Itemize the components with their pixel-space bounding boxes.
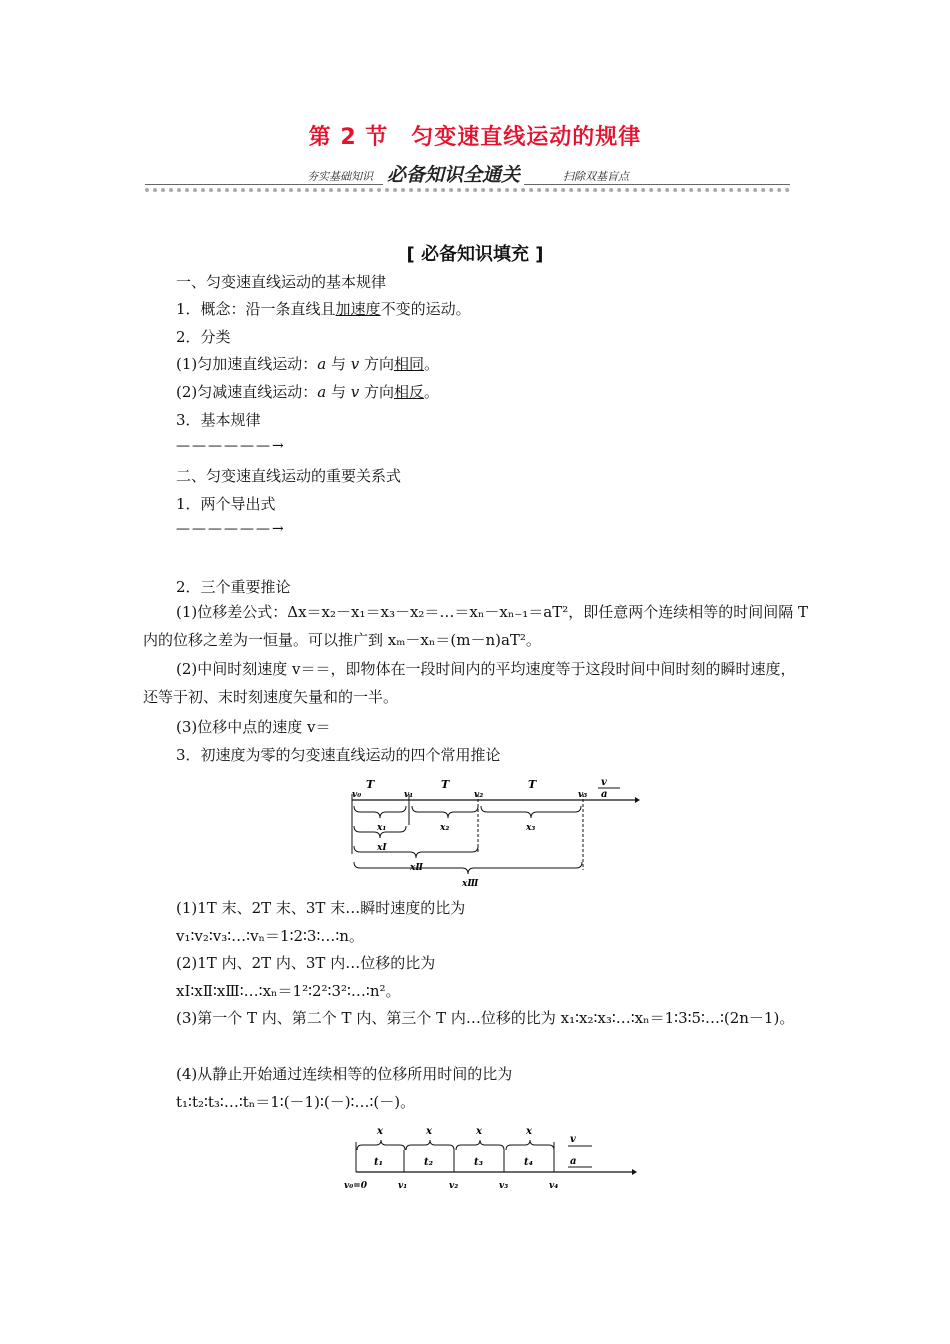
result-4-ratio: t₁∶t₂∶t₃∶…∶tₙ＝1∶(－1)∶(－)∶…∶(－)。	[176, 1093, 416, 1111]
label-v: v	[601, 777, 607, 788]
arrow-2: ——————→	[176, 521, 286, 537]
label-t4: t₄	[524, 1157, 533, 1168]
banner	[145, 160, 790, 196]
label-v1: v₁	[404, 790, 414, 800]
three-inferences-line: 2．三个重要推论	[176, 578, 291, 596]
classify-line: 2．分类	[176, 328, 231, 346]
label-v0-2: v₀=0	[344, 1181, 367, 1191]
label-v3-2: v₃	[499, 1181, 509, 1191]
result-4-intro: (4)从静止开始通过连续相等的位移所用时间的比为	[176, 1065, 513, 1083]
banner-dotted-rule	[145, 188, 790, 192]
concept-line: 1．概念：沿一条直线且加速度不变的运动。	[176, 300, 471, 318]
label-v2-2: v₂	[449, 1181, 459, 1191]
para-mid-position-velocity: (3)位移中点的速度 v＝	[176, 718, 331, 736]
label-t3: t₃	[474, 1157, 483, 1168]
label-v4-2: v₄	[549, 1181, 559, 1191]
label-x-seg3: x	[476, 1126, 482, 1137]
result-1-intro: (1)1T 末、2T 末、3T 末…瞬时速度的比为	[176, 899, 466, 917]
axis-arrow-2	[632, 1169, 637, 1175]
label-v3: v₃	[578, 790, 588, 800]
label-x3: x₃	[526, 823, 536, 833]
result-2-ratio: xⅠ∶xⅡ∶xⅢ∶…∶xₙ＝1²∶2²∶3²∶…∶n²。	[176, 982, 401, 1000]
label-v2: v₂	[474, 790, 484, 800]
brace-seg1	[357, 1140, 405, 1150]
brace-x3	[481, 806, 581, 818]
heading-2: 二、匀变速直线运动的重要关系式	[176, 467, 402, 485]
label-T2: T	[441, 778, 450, 791]
banner-main: 必备知识全通关	[383, 160, 524, 187]
label-T1: T	[366, 778, 375, 791]
label-xI: xⅠ	[377, 843, 387, 853]
result-1-ratio: v₁∶v₂∶v₃∶…∶vₙ＝1∶2∶3∶…∶n。	[176, 927, 364, 945]
label-x2: x₂	[440, 823, 450, 833]
section-title: [ 必备知识填充 ]	[406, 244, 544, 265]
label-T3: T	[528, 778, 537, 791]
derived-line: 1．两个导出式	[176, 495, 276, 513]
label-a: a	[601, 789, 608, 800]
label-xIII: xⅢ	[462, 879, 479, 889]
brace-xII	[354, 846, 478, 858]
label-xII: xⅡ	[410, 863, 423, 873]
heading-1: 一、匀变速直线运动的基本规律	[176, 273, 387, 291]
banner-left: 夯实基础知识	[307, 170, 373, 183]
axis-arrow	[635, 797, 640, 803]
accel-line: (1)匀加速直线运动：a 与 v 方向相同。	[176, 355, 440, 373]
arrow-1: ——————→	[176, 438, 286, 454]
result-3: (3)第一个 T 内、第二个 T 内、第三个 T 内…位移的比为 x₁∶x₂∶x₃∶…∶xₙ＝1∶3∶5∶…∶(2n－1)。	[176, 1009, 795, 1027]
banner-right: 扫除双基盲点	[563, 170, 629, 183]
brace-xIII	[354, 862, 582, 874]
label-v-2: v	[570, 1134, 576, 1145]
para-mid-time-velocity: (2)中间时刻速度 v＝＝，即物体在一段时间内的平均速度等于这段时间中间时刻的瞬时速度，还等于初、末时刻速度矢量和的一半。	[143, 660, 796, 706]
label-t2: t₂	[424, 1157, 433, 1168]
brace-seg4	[506, 1140, 554, 1150]
brace-seg3	[456, 1140, 504, 1150]
label-v1-2: v₁	[398, 1181, 408, 1191]
label-v0: v₀	[352, 790, 362, 800]
label-x1: x₁	[377, 823, 387, 833]
para-displacement-difference: (1)位移差公式：Δx＝x₂－x₁＝x₃－x₂＝…＝xₙ－xₙ₋₁＝aT²，即任意两个连续相等的时间间隔 T 内的位移之差为一恒量。可以推广到 xₘ－xₙ＝(m－n)aT²。	[143, 603, 808, 649]
label-x-seg4: x	[526, 1126, 532, 1137]
label-t1: t₁	[374, 1157, 383, 1168]
figure-equal-displacement	[340, 1122, 640, 1194]
basic-law-line: 3．基本规律	[176, 411, 261, 429]
brace-seg2	[406, 1140, 454, 1150]
four-inferences-line: 3．初速度为零的匀变速直线运动的四个常用推论	[176, 746, 501, 764]
label-x-seg2: x	[426, 1126, 432, 1137]
page-title: 第 2 节 匀变速直线运动的规律	[308, 125, 642, 150]
brace-x1	[354, 806, 406, 818]
label-x-seg1: x	[377, 1126, 383, 1137]
brace-x2	[412, 806, 478, 818]
decel-line: (2)匀减速直线运动：a 与 v 方向相反。	[176, 383, 440, 401]
figure-equal-time	[340, 770, 640, 890]
result-2-intro: (2)1T 内、2T 内、3T 内…位移的比为	[176, 954, 436, 972]
label-a-2: a	[570, 1156, 577, 1167]
